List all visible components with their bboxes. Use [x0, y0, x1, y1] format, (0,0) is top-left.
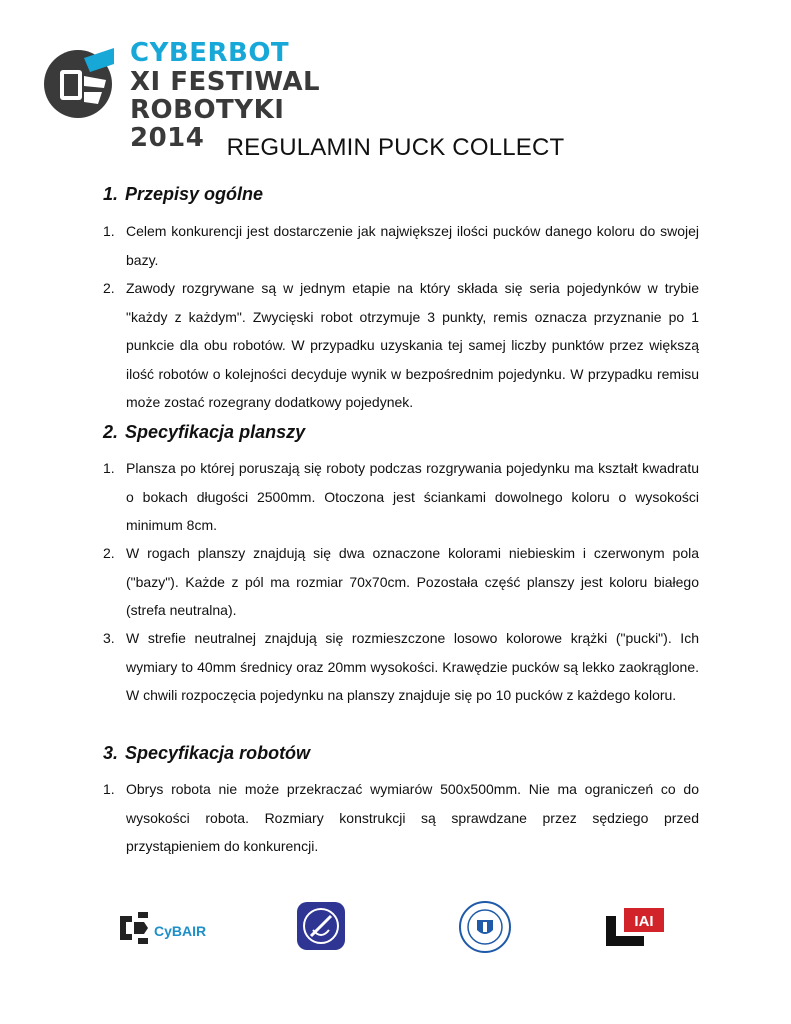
section-title: Specyfikacja planszy — [125, 422, 306, 442]
section-number: 3. — [103, 743, 119, 763]
section-number: 1. — [103, 184, 119, 204]
section-title: Przepisy ogólne — [125, 184, 264, 204]
cyberbot-logo — [40, 38, 440, 153]
item-number: 1. — [103, 460, 115, 476]
item-number: 2. — [103, 280, 115, 296]
section-number: 2. — [103, 422, 119, 442]
list-item — [103, 539, 699, 625]
footer-logos — [0, 900, 791, 960]
iai-logo — [604, 906, 666, 948]
document-title: REGULAMIN PUCK COLLECT — [226, 134, 565, 161]
item-text: W strefie neutralnej znajdują się rozmieszczone losowo kolorowe krążki ("pucki"). Ich wymiary to 40mm średnicy oraz 20mm wysokości. Krawędzie pucków są lekko zaokrąglone. W chwili rozpoczęcia pojedynku na planszy znajduje się po 10 pucków z każdego koloru. — [126, 630, 699, 703]
cybair-logo — [118, 910, 210, 946]
item-text: Zawody rozgrywane są w jednym etapie na który składa się seria pojedynków w trybie "każdy z każdym". Zwycięski robot otrzymuje 3 punkty, remis oznacza przyznanie po 1 punkcie dla obu robotów. W przypadku uzyskania tej samej liczby punktów przez większą ilość robotów o kolejności decyduje wynik w bezpośrednim pojedynku. W przypadku remisu może zostać rozegrany dodatkowy pojedynek. — [126, 280, 699, 410]
section-heading-board — [103, 422, 305, 443]
item-number: 3. — [103, 630, 115, 646]
item-number: 1. — [103, 781, 115, 797]
list-item — [103, 274, 699, 417]
item-number: 1. — [103, 223, 115, 239]
section-heading-general — [103, 184, 263, 205]
section-heading-robots — [103, 743, 310, 764]
university-seal-icon — [458, 900, 512, 954]
logo-line-cyberbot: CYBERBOT — [130, 38, 290, 68]
item-text: Celem konkurencji jest dostarczenie jak największej ilości pucków danego koloru do swojej bazy. — [126, 223, 699, 268]
list-item — [103, 624, 699, 710]
list-item — [103, 217, 699, 274]
list-item — [103, 775, 699, 861]
cybair-logo-text: CyBAIR — [154, 923, 207, 939]
iai-logo-text: IAI — [634, 913, 654, 930]
logo-line-year: 2014 — [130, 123, 205, 153]
item-text: Obrys robota nie może przekraczać wymiarów 500x500mm. Nie ma ograniczeń co do wysokości robota. Rozmiary konstrukcji są sprawdzane przez sędziego przed przystąpieniem do konkurencji. — [126, 781, 699, 854]
list-item — [103, 454, 699, 540]
item-text: Plansza po której poruszają się roboty podczas rozgrywania pojedynku ma kształt kwadratu o bokach długości 2500mm. Otoczona jest ściankami dowolnego koloru o wysokości minimum 8cm. — [126, 460, 699, 533]
logo-line-festival: XI FESTIWAL ROBOTYKI — [130, 67, 321, 125]
section-title: Specyfikacja robotów — [125, 743, 311, 763]
item-text: W rogach planszy znajdują się dwa oznaczone kolorami niebieskim i czerwonym pola ("bazy"). Każde z pól ma rozmiar 70x70cm. Pozostała część planszy jest koloru białego (strefa neutralna). — [126, 545, 699, 618]
item-number: 2. — [103, 545, 115, 561]
robot-head-icon — [40, 44, 116, 120]
faculty-emblem-icon — [295, 900, 347, 952]
